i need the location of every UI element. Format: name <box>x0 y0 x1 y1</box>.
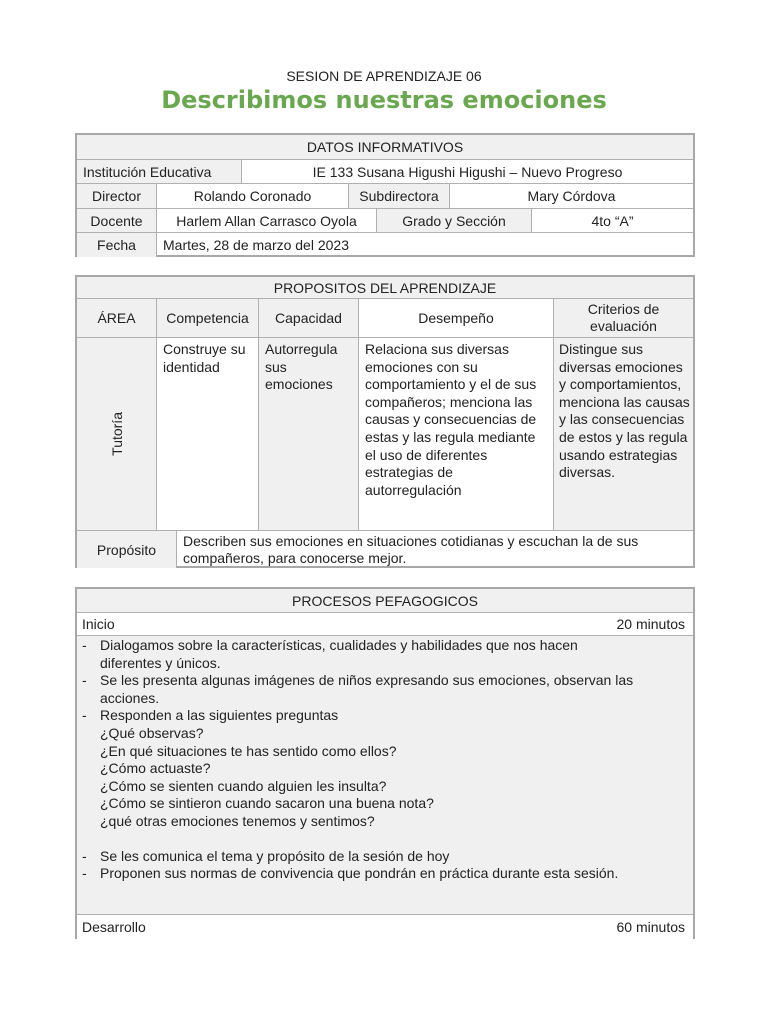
col-competencia: Competencia <box>157 299 259 337</box>
datos-heading: DATOS INFORMATIVOS <box>306 139 464 155</box>
question-item: ¿Cómo se sintieron cuando sacaron una buena nota? <box>100 795 434 812</box>
propositos-table <box>75 275 695 568</box>
desarrollo-label: Desarrollo <box>82 919 146 935</box>
subdirectora-value: Mary Córdova <box>527 188 616 204</box>
fecha-value: Martes, 28 de marzo del 2023 <box>163 237 349 253</box>
desarrollo-time: 60 minutos <box>616 919 685 935</box>
col-capacidad: Capacidad <box>259 299 359 337</box>
propositos-heading: PROPOSITOS DEL APRENDIZAJE <box>273 279 497 296</box>
institucion-label: Institución Educativa <box>77 160 242 183</box>
fecha-label: Fecha <box>77 233 157 257</box>
col-desempeno: Desempeño <box>359 299 554 337</box>
competencia-value: Construye su identidad <box>157 338 259 530</box>
page-title: Describimos nuestras emociones <box>161 86 607 114</box>
director-value: Rolando Coronado <box>157 184 349 208</box>
grado-value: 4to “A” <box>591 212 634 229</box>
datos-informativos-table <box>75 133 695 257</box>
docente-label: Docente <box>77 209 157 232</box>
procesos-table <box>75 587 695 939</box>
question-item: ¿Qué observas? <box>100 724 204 741</box>
institucion-value: IE 133 Susana Higushi Higushi – Nuevo Progreso <box>312 163 623 180</box>
question-item: ¿En qué situaciones te has sentido como ellos? <box>100 742 397 759</box>
area-cell <box>77 338 157 530</box>
question-item: ¿Cómo actuaste? <box>100 760 211 777</box>
criterios-value: Distingue sus diversas emociones y comportamientos, menciona las causas y las consecuencias de estos y las regula usando estrategias diversas. <box>554 338 693 530</box>
inicio-time: 20 minutos <box>616 616 685 632</box>
capacidad-value: Autorregula sus emociones <box>259 338 359 530</box>
question-item: ¿qué otras emociones tenemos y sentimos? <box>100 812 375 829</box>
proposito-label: Propósito <box>77 531 177 568</box>
activity-item: - Responden a las siguientes preguntas <box>82 707 687 725</box>
procesos-heading: PROCESOS PEFAGOGICOS <box>292 592 478 609</box>
col-area: ÁREA <box>77 299 157 337</box>
subdirectora-label: Subdirectora <box>349 184 450 208</box>
inicio-activities <box>82 637 687 883</box>
area-value: Tutoría <box>108 412 125 456</box>
docente-value: Harlem Allan Carrasco Oyola <box>157 209 377 232</box>
desempeno-value: Relaciona sus diversas emociones con su comportamiento y el de sus compañeros; menciona las causas y consecuencias de estas y las regula mediante el uso de diferentes estrategias de autorregulación <box>359 338 554 530</box>
col-criterios: Criterios de evaluación <box>554 299 693 337</box>
director-label: Director <box>77 184 157 208</box>
inicio-label: Inicio <box>82 616 115 632</box>
question-item: ¿Cómo se sienten cuando alguien les insulta? <box>100 777 387 794</box>
session-number: SESION DE APRENDIZAJE 06 <box>286 68 482 84</box>
activity-item: - Se les presenta algunas imágenes de niños expresando sus emociones, observan las acciones. <box>82 672 687 707</box>
activity-item: - Se les comunica el tema y propósito de la sesión de hoy <box>82 848 687 866</box>
proposito-value: Describen sus emociones en situaciones cotidianas y escuchan la de sus compañeros, para conocerse mejor. <box>183 532 639 566</box>
grado-label: Grado y Sección <box>377 209 532 232</box>
activity-item: - Dialogamos sobre la características, cualidades y habilidades que nos hacen diferentes y únicos. <box>82 637 687 672</box>
activity-item: - Proponen sus normas de convivencia que pondrán en práctica durante esta sesión. <box>82 865 687 883</box>
